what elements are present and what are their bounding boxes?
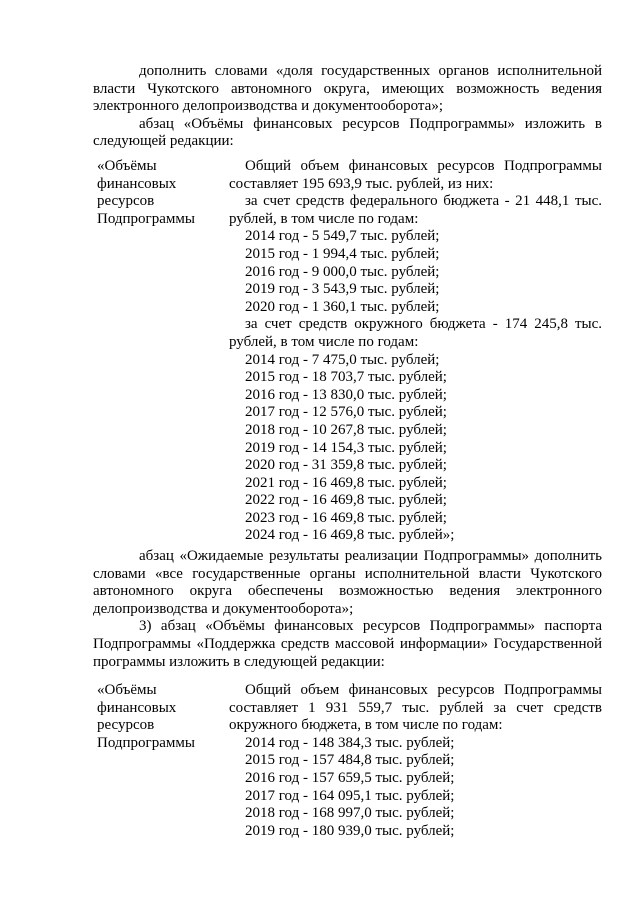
middle-line: 3) абзац «Объёмы финансовых ресурсов Подпрограммы» паспорта [139,618,602,635]
intro-line: электронного делопроизводства и документооборота»; [93,98,443,115]
intro-line: власти Чукотского автономного округа, имеющих возможность ведения [93,80,602,97]
body-line: за счет средств окружного бюджета - 174 245,8 тыс. [245,316,602,333]
body-line: 2014 год - 5 549,7 тыс. рублей; [245,228,440,245]
body-line: 2016 год - 9 000,0 тыс. рублей; [245,263,440,280]
body-line: 2019 год - 14 154,3 тыс. рублей; [245,439,447,456]
body-line: 2017 год - 12 576,0 тыс. рублей; [245,404,447,421]
label-line: финансовых [97,699,177,716]
body-line: 2021 год - 16 469,8 тыс. рублей; [245,474,447,491]
body-line: рублей, в том числе по годам: [229,333,419,350]
table-label-cell [97,158,217,228]
label-line: Подпрограммы [97,734,195,751]
body-line: 2024 год - 16 469,8 тыс. рублей»; [245,527,455,544]
body-line: рублей, в том числе по годам: [229,210,419,227]
body-line: 2016 год - 157 659,5 тыс. рублей; [245,769,455,786]
body-line: окружного бюджета, в том числе по годам: [229,717,503,734]
middle-line: словами «все государственные органы исполнительной власти Чукотского [93,565,602,582]
body-line: Общий объем финансовых ресурсов Подпрограммы [245,158,602,174]
body-line: 2020 год - 31 359,8 тыс. рублей; [245,457,447,474]
body-line: 2019 год - 3 543,9 тыс. рублей; [245,281,440,298]
middle-line: программы изложить в следующей редакции: [93,653,385,670]
label-line: ресурсов [97,717,155,734]
body-line: 2014 год - 7 475,0 тыс. рублей; [245,351,440,368]
body-line: за счет средств федерального бюджета - 21 448,1 тыс. [245,193,602,210]
body-line: 2016 год - 13 830,0 тыс. рублей; [245,386,447,403]
middle-paragraph [93,548,602,671]
body-line: 2023 год - 16 469,8 тыс. рублей; [245,509,447,526]
label-line: «Объёмы [97,682,157,698]
table-body-cell [229,682,602,840]
label-line: «Объёмы [97,158,157,174]
body-line: 2018 год - 10 267,8 тыс. рублей; [245,421,447,438]
middle-line: делопроизводства и документооборота»; [93,600,354,617]
intro-line: дополнить словами «доля государственных органов исполнительной [139,63,602,79]
body-line: 2022 год - 16 469,8 тыс. рублей; [245,492,447,509]
body-line: 2018 год - 168 997,0 тыс. рублей; [245,805,455,822]
middle-line: автономного округа обеспечены возможностью ведения электронного [93,583,602,600]
middle-line: абзац «Ожидаемые результаты реализации Подпрограммы» дополнить [139,548,602,564]
middle-line: Подпрограммы «Поддержка средств массовой информации» Государственной [93,635,602,652]
body-line: 2020 год - 1 360,1 тыс. рублей; [245,298,440,315]
body-line: 2015 год - 157 484,8 тыс. рублей; [245,752,455,769]
body-line: Общий объем финансовых ресурсов Подпрограммы [245,682,602,698]
body-line: 2017 год - 164 095,1 тыс. рублей; [245,787,455,804]
label-line: финансовых [97,175,177,192]
label-line: ресурсов [97,193,155,210]
body-line: 2019 год - 180 939,0 тыс. рублей; [245,822,455,839]
label-line: Подпрограммы [97,210,195,227]
body-line: 2014 год - 148 384,3 тыс. рублей; [245,734,455,751]
table-label-cell [97,682,217,752]
intro-paragraph [93,63,602,151]
intro-line: абзац «Объёмы финансовых ресурсов Подпрограммы» изложить в [139,115,602,132]
intro-line: следующей редакции: [93,133,234,150]
body-line: составляет 1 931 559,7 тыс. рублей за счет средств [229,699,602,716]
table-body-cell [229,158,602,545]
body-line: 2015 год - 1 994,4 тыс. рублей; [245,245,440,262]
body-line: 2015 год - 18 703,7 тыс. рублей; [245,369,447,386]
body-line: составляет 195 693,9 тыс. рублей, из них: [229,175,494,192]
